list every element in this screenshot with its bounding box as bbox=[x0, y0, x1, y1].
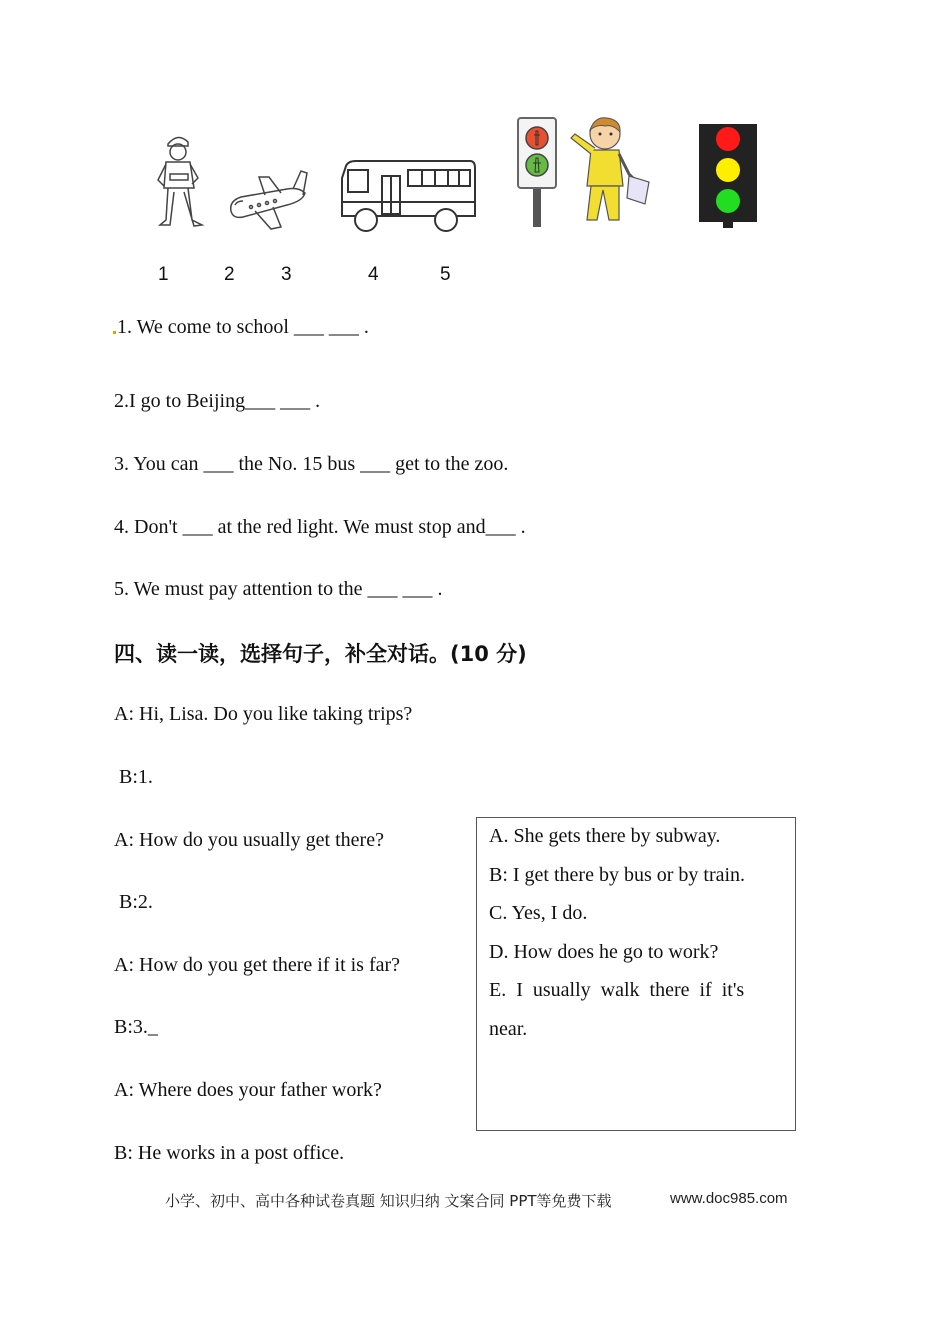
option-e: E. I usually walk there if it's bbox=[489, 979, 745, 1001]
dialogue-line-5: A: How do you get there if it is far? bbox=[114, 954, 401, 976]
fill-in-sentence-4: 4. Don't ___ at the red light. We must stop and___ . bbox=[114, 516, 526, 538]
dialogue-line-6: B:3._ bbox=[114, 1016, 158, 1038]
fill-in-sentence-3: 3. You can ___ the No. 15 bus ___ get to the zoo. bbox=[114, 453, 509, 475]
walking-person-picture bbox=[150, 130, 210, 230]
section-heading: 四、读一读，选择句子，补全对话。(10 分) bbox=[114, 642, 527, 666]
dialogue-line-8: B: He works in a post office. bbox=[114, 1142, 345, 1164]
boy-with-bag-picture bbox=[565, 112, 653, 230]
option-b: B: I get there by bus or by train. bbox=[489, 864, 746, 886]
options-box bbox=[476, 817, 796, 1131]
airplane-picture bbox=[225, 165, 310, 235]
option-a: A. She gets there by subway. bbox=[489, 825, 721, 847]
dialogue-line-7: A: Where does your father work? bbox=[114, 1079, 382, 1101]
picture-number-5: 5 bbox=[440, 264, 451, 285]
picture-number-4: 4 bbox=[368, 264, 379, 285]
fill-in-sentence-2: 2.I go to Beijing___ ___ . bbox=[114, 390, 321, 412]
dialogue-line-1: A: Hi, Lisa. Do you like taking trips? bbox=[114, 703, 413, 725]
dialogue-line-4: B:2. bbox=[114, 891, 153, 913]
footer-url: www.doc985.com bbox=[670, 1190, 788, 1207]
option-d: D. How does he go to work? bbox=[489, 941, 719, 963]
fill-in-sentence-1: 1. We come to school ___ ___ . bbox=[117, 316, 369, 338]
yellow-light bbox=[716, 158, 740, 182]
footer-text: 小学、初中、高中各种试卷真题 知识归纳 文案合同 PPT等免费下载 bbox=[165, 1192, 612, 1210]
dialogue-line-2: B:1. bbox=[114, 766, 153, 788]
red-light bbox=[716, 127, 740, 151]
option-e-continued: near. bbox=[489, 1018, 528, 1040]
picture-number-3: 3 bbox=[281, 264, 292, 285]
traffic-light-picture bbox=[697, 122, 759, 230]
option-c: C. Yes, I do. bbox=[489, 902, 588, 924]
dialogue-line-3: A: How do you usually get there? bbox=[114, 829, 384, 851]
marker-dot bbox=[113, 331, 116, 334]
bus-picture bbox=[338, 158, 478, 233]
pedestrian-signal-picture bbox=[515, 115, 561, 227]
green-light bbox=[716, 189, 740, 213]
picture-number-2: 2 bbox=[224, 264, 235, 285]
picture-number-1: 1 bbox=[158, 264, 169, 285]
fill-in-sentence-5: 5. We must pay attention to the ___ ___ . bbox=[114, 578, 443, 600]
